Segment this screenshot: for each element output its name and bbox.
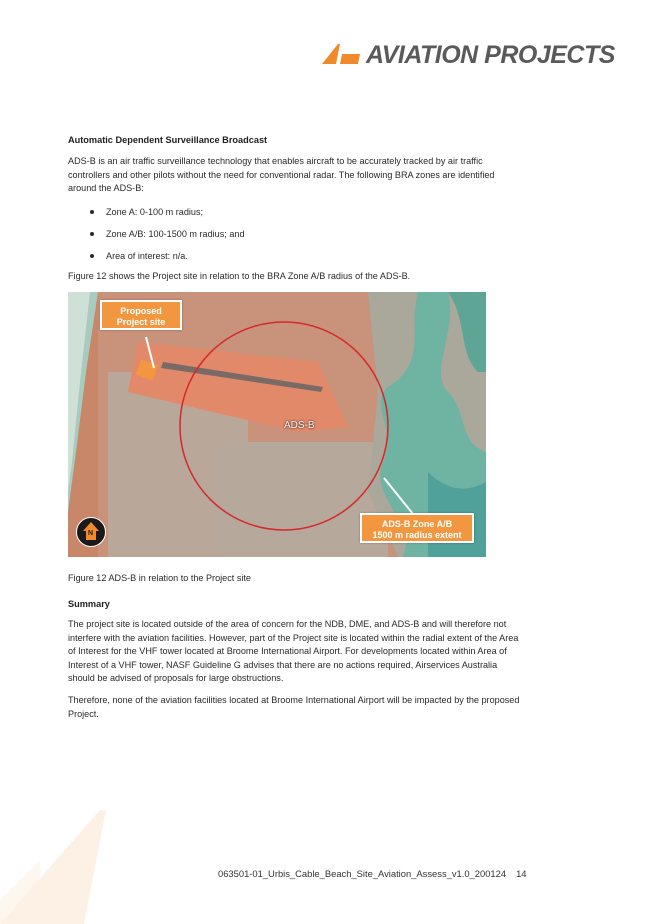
callout-text: ADS-B Zone A/B	[381, 519, 453, 529]
list-item: Zone A/B: 100-1500 m radius; and	[88, 228, 245, 250]
page-number: 14	[516, 868, 527, 879]
summary-paragraph-2: Therefore, none of the aviation facilities located at Broome International Airport will be impacted by the proposed Project.	[68, 695, 520, 719]
aviation-projects-logo	[322, 40, 622, 70]
list-item: Area of interest: n/a.	[88, 250, 245, 272]
north-arrow-icon	[76, 517, 106, 547]
logo-text: AVIATION PROJECTS	[366, 41, 615, 69]
logo-mark-icon	[322, 40, 362, 70]
adsb-map-label: ADS-B	[284, 420, 315, 431]
summary-paragraph-1: The project site is located outside of the area of concern for the NDB, DME, and ADS-B and will therefore not interfere with the aviation facilities. However, part of the Project site is located within the radial extent of the Area of Interest for the VHF tower located at Broome International Airport. For developments located within Area of Interest of a VHF tower, NASF Guideline G advises that there are no actions required, Airservices Australia should be advised of proposals for large obstructions.	[68, 619, 519, 684]
section-heading-summary: Summary	[68, 599, 110, 609]
proposed-project-site-callout	[100, 300, 182, 330]
watermark-logo-icon	[0, 790, 140, 924]
figure-caption: Figure 12 ADS-B in relation to the Project site	[68, 573, 251, 583]
document-id: 063501-01_Urbis_Cable_Beach_Site_Aviation_Assess_v1.0_200124	[218, 868, 507, 879]
page-footer	[218, 868, 527, 879]
callout-text: Project site	[116, 317, 166, 327]
figure-reference-paragraph: Figure 12 shows the Project site in relation to the BRA Zone A/B radius of the ADS-B.	[68, 271, 411, 281]
adsb-intro-paragraph: ADS-B is an air traffic surveillance technology that enables aircraft to be accurately tracked by air traffic controllers and other pilots without the need for conventional radar. The following BRA zones are identified around the ADS-B:	[68, 156, 495, 194]
adsb-map-figure	[68, 292, 486, 557]
adsb-zone-callout	[360, 513, 474, 543]
list-item: Zone A: 0-100 m radius;	[88, 206, 245, 228]
north-label: N	[88, 530, 94, 537]
callout-text: Proposed	[120, 306, 162, 316]
section-heading-adsb: Automatic Dependent Surveillance Broadcast	[68, 135, 268, 145]
callout-text: 1500 m radius extent	[372, 530, 462, 540]
bra-zone-list	[88, 206, 245, 272]
